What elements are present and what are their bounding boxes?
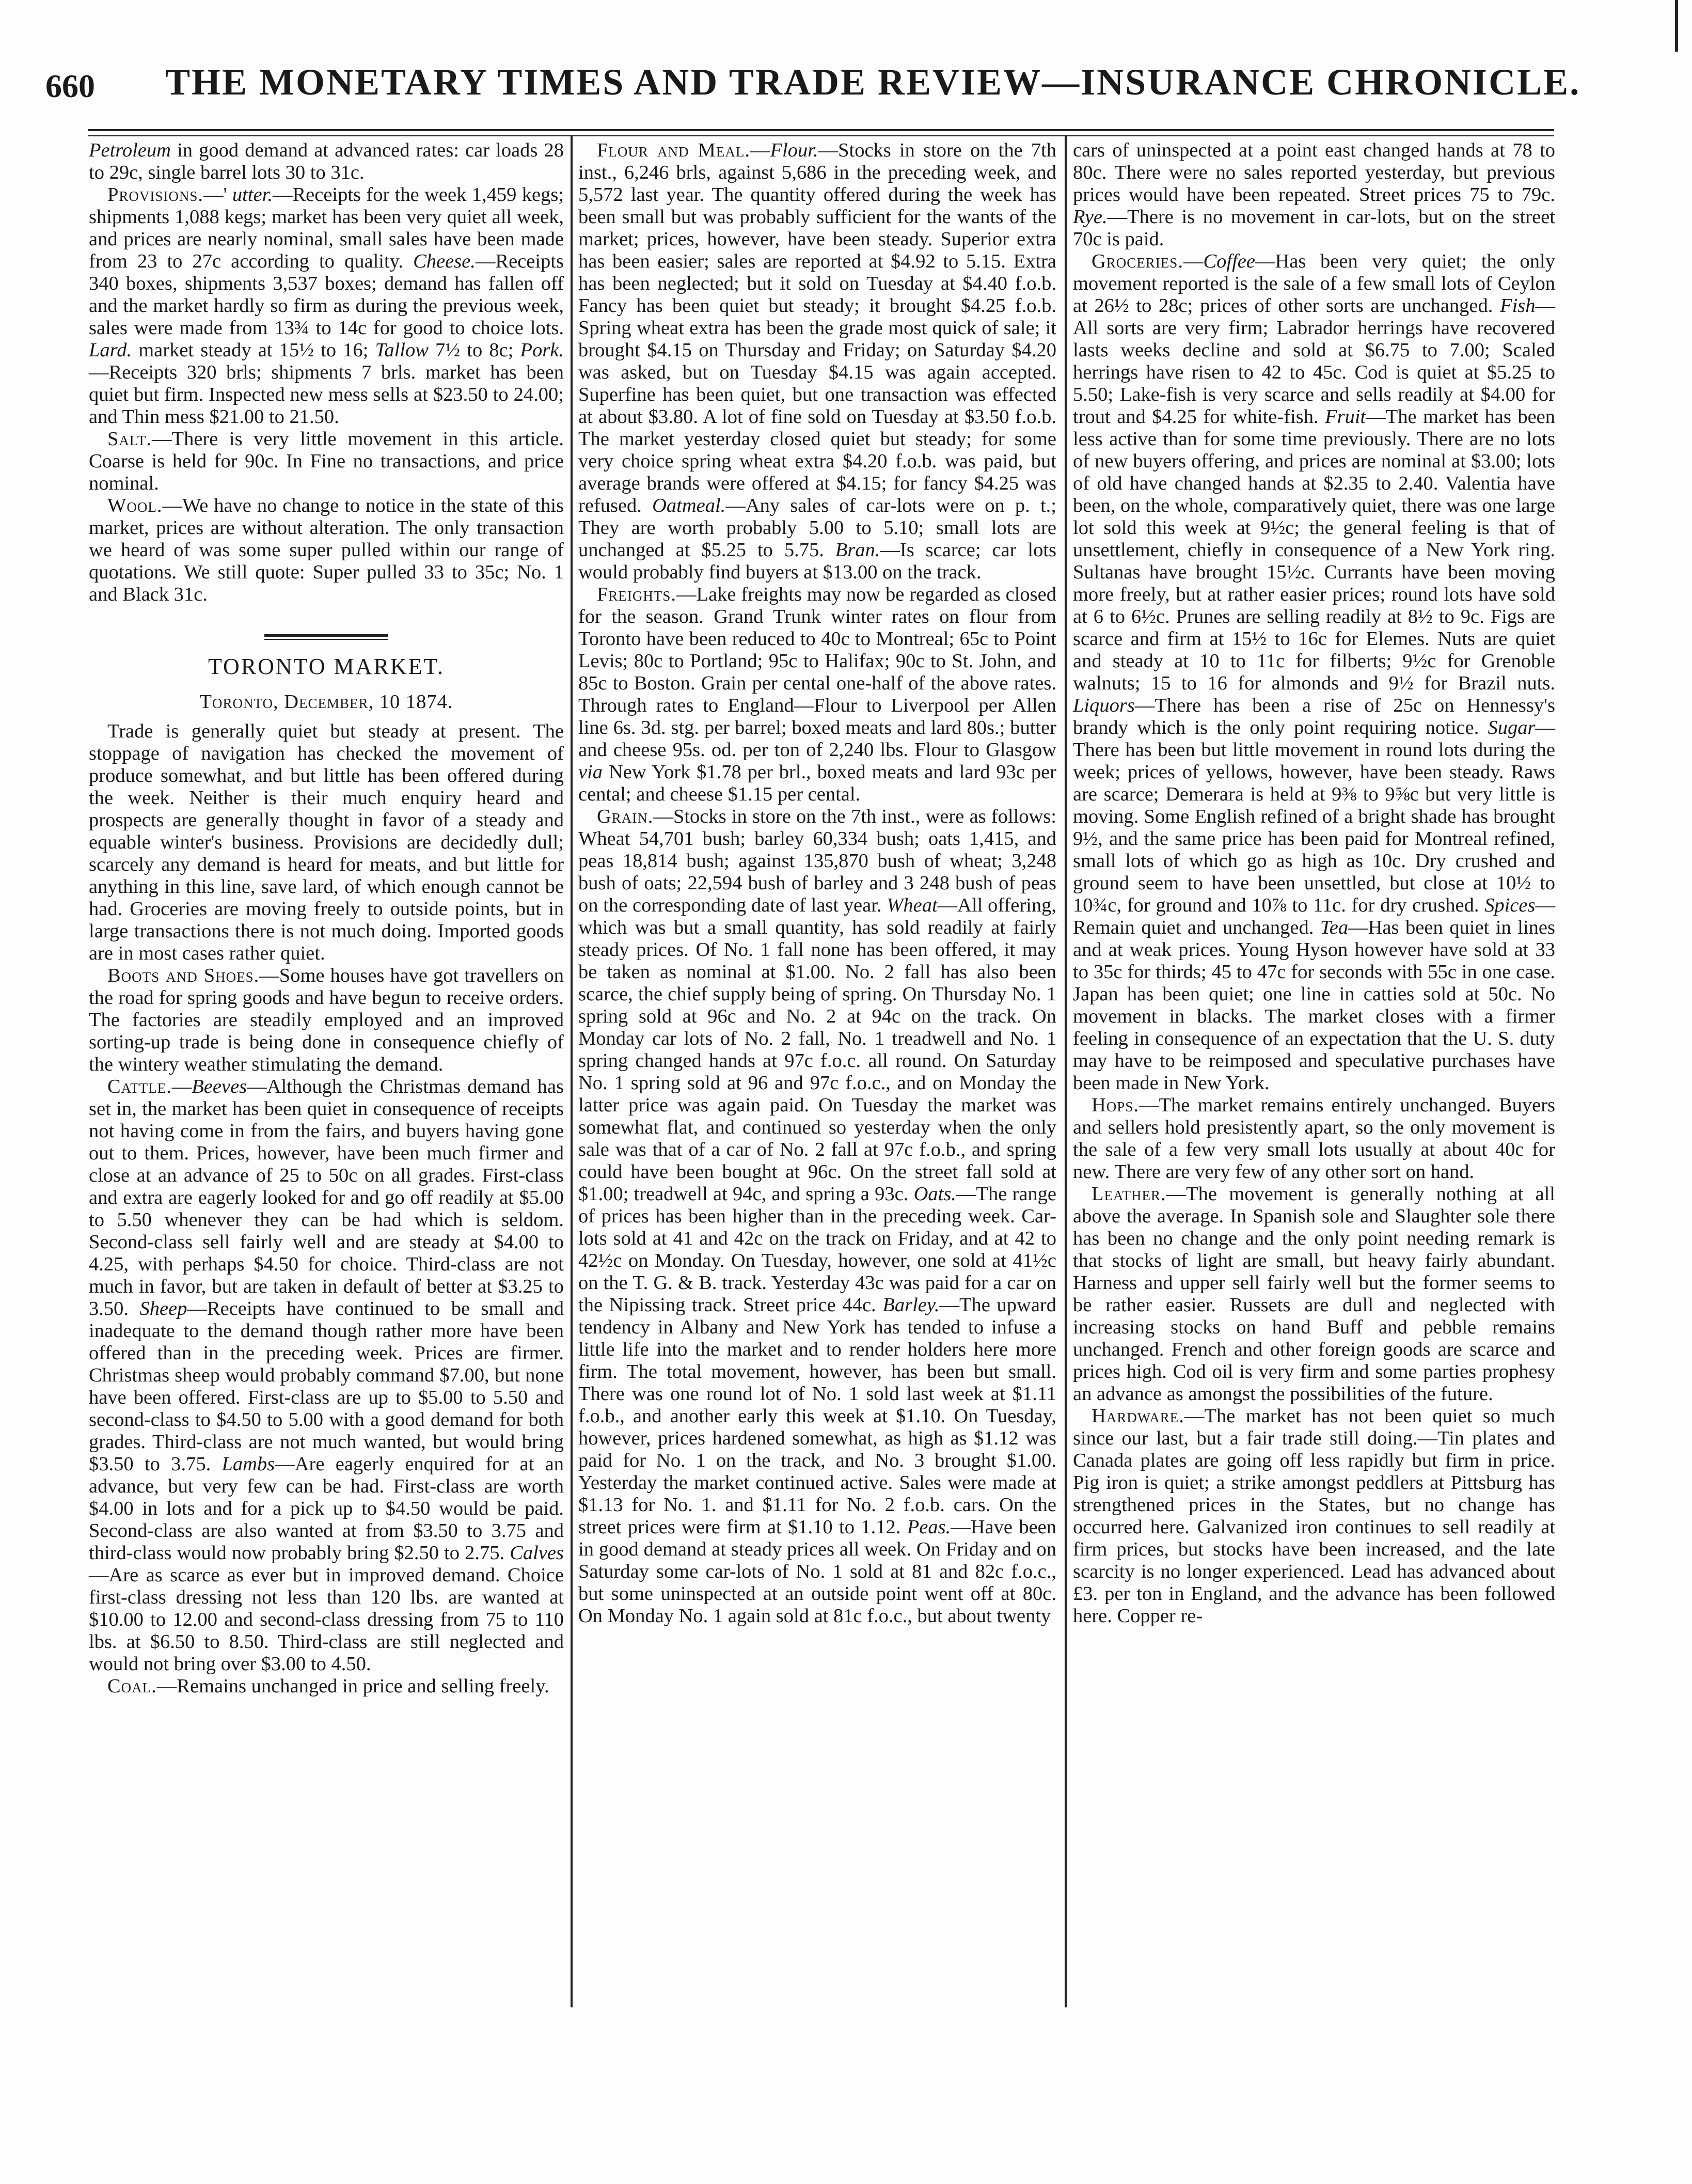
coal-paragraph: [89, 1675, 564, 1698]
section-term: Coffee: [1203, 250, 1255, 272]
paragraph-text: —Has been very quiet; the only movement reported is the sale of a few small lots of Ceylon at 26½ to 28c; prices of other sorts are unchanged.: [1073, 250, 1555, 317]
header-rule-thin: [88, 135, 1554, 136]
paragraph-text: —The market has been less active than for some time previously. There are no lots of new buyers offering, and prices are nominal at $3.00; lots of old have changed hands at $2.35 to 2.40. Valentia have been, on the whole, comparatively quiet, there was one large lot sold this week at 9½c; the general feeling is that of unsettlement, chiefly in consequence of a New York ring. Sultanas have brought 15½c. Currants have been moving more freely, but at rather easier prices; round lots have sold at 6 to 6½c. Prunes are selling readily at 8½ to 9c. Figs are scarce and firm at 15½ to 16c for Elemes. Nuts are quiet and steady at 10 to 11c for filberts; 9½c for Grenoble walnuts; 15 to 16 for almonds and 9½ for Brazil nuts.: [1073, 406, 1555, 694]
section-term: Pork.: [520, 339, 564, 361]
paragraph-text: —The upward tendency in Albany and New York has tended to infuse a little life into the market and to render holders here more firm. The total movement, however, has been but small. There was one round lot of No. 1 sold last week at $1.11 f.o.b., and another early this week at $1.10. On Tuesday, however, prices hardened somewhat, as high as $1.12 was paid for No. 1 on the track, and No. 3 brought $1.00. Yesterday the market continued active. Sales were made at $1.13 for No. 1. and $1.11 for No. 2 f.o.b. cars. On the street prices were firm at $1.10 to 1.12.: [578, 1294, 1056, 1538]
boots-paragraph: [89, 965, 564, 1076]
section-term: Tallow: [375, 339, 429, 361]
section-heading: Hardware.: [1092, 1405, 1184, 1427]
section-heading: Provisions.: [107, 184, 204, 206]
paragraph-text: —Receipts 320 brls; shipments 7 brls. market has been quiet but firm. Inspected new mess sells at $23.50 to 24.00; and Thin mess $21.00 to 21.50.: [89, 362, 564, 428]
freights-paragraph: [578, 584, 1056, 806]
paragraph-text: —Have been in good demand at steady prices all week. On Friday and on Saturday some car-lots of No. 1 sold at 81 and 82c f.o.c., but some uninspected at an outside point went off at 80c. On Monday No. 1 again sold at 81c f.o.c., but about twenty: [578, 1516, 1056, 1627]
dateline: Toronto, December, 10 1874.: [199, 691, 453, 713]
page-edge-mark: [1675, 0, 1678, 52]
section-term: Peas.: [907, 1516, 951, 1538]
column-1: [89, 139, 564, 1698]
paragraph-text: —The market remains entirely unchanged. Buyers and sellers hold presistently apart, so the only movement is the sale of a few very small lots usually at about 40c for new. There are very few of any other sort on hand.: [1073, 1094, 1555, 1183]
page-number: 660: [45, 68, 95, 104]
section-heading: Groceries.: [1092, 250, 1183, 272]
paragraph-text: —Although the Christmas demand has set in, the market has been quiet in consequence of receipts not having come in from the fairs, and buyers having gone out to them. Prices, however, have been much firmer and close at an advance of 25 to 50c on all grades. First-class and extra are eagerly looked for and go off readily at $5.00 to 5.50 whenever they can be had which is seldom. Second-class sell fairly well and are steady at $4.00 to 4.25, with perhaps $4.50 for choice. Third-class are not much in favor, but are taken in default of better at $3.25 to 3.50.: [89, 1076, 564, 1319]
groceries-paragraph: Groceries.—Coffee—Has been very quiet; the only movement reported is the sale of a few small lots of Ceylon at 26½ to 28c; prices of other sorts are unchanged. Fish—All sorts are very firm; Labrador herrings have recovered lasts weeks decline and sold at $6.75 to 7.00; Scaled herrings have risen to 42 to 45c. Cod is quiet at $5.25 to 5.50; Lake-fish is very scarce and sells readily at $4.00 for trout and $4.25 for white-fish. Fruit—The market has been less active than for some time previously. There are no lots of new buyers offering, and prices are nominal at $3.00; lots of old have changed hands at $2.35 to 2.40. Valentia have been, on the whole, comparatively quiet, there was one large lot sold this week at 9½c; the general feeling is that of unsettlement, chiefly in consequence of a New York ring. Sultanas have brought 15½c. Currants have been moving more freely, but at rather easier prices; round lots have sold at 6 to 6½c. Prunes are selling readily at 8½ to 9c. Figs are scarce and firm at 15½ to 16c for Elemes. Nuts are quiet and steady at 10 to 11c for filberts; 9½c for Grenoble walnuts; 15 to 16 for almonds and 9½ for Brazil nuts. Liquors—There has been a rise of 25c on Hennessy's brandy which is the only point requiring notice. Sugar—There has been but little movement in round lots during the week; prices of yellows, however, have been steady. Raws are scarce; Demerara is held at 9⅜ to 9⅝c but very little is moving. Some English refined of a bright shade has brought 9½, and the same price has been paid for Montreal refined, small lots of which go as high as 10c. Dry crushed and ground seem to have been unsettled, but close at 10½ to 10¾c, for ground and 10⅞ to 11c. for dry crushed. Spices—Remain quiet and unchanged. Tea—Has been quiet in lines and at weak prices. Young Hyson however have sold at 33 to 35c for thirds; 45 to 47c for seconds with 55c in one case. Japan has been quiet; one line in catties sold at 50c. No movement in blacks. The market closes with a firmer feeling in consequence of an expectation that the U. S. duty may have to be reimposed and speculative purchases have been made in New York.: [1073, 250, 1555, 1094]
section-term: Sheep: [139, 1298, 187, 1319]
section-term: Petroleum: [89, 139, 171, 161]
paragraph-text: —We have no change to notice in the state of this market, prices are without alteration. The only transaction we heard of was some super pulled within our range of quotations. We still quote: Super pulled 33 to 35c; No. 1 and Black 31c.: [89, 495, 564, 605]
paragraph-text: —Some houses have got travellers on the road for spring goods and have begun to receive orders. The factories are steadily employed and an improved sorting-up trade is being done in consequence chiefly of the wintery weather stimulating the demand.: [89, 965, 564, 1075]
paragraph-text: —There has been but little movement in round lots during the week; prices of yellows, however, have been steady. Raws are scarce; Demerara is held at 9⅜ to 9⅝c but very little is moving. Some English refined of a bright shade has brought 9½, and the same price has been paid for Montreal refined, small lots of which go as high as 10c. Dry crushed and ground seem to have been unsettled, but close at 10½ to 10¾c, for ground and 10⅞ to 11c. for dry crushed.: [1073, 717, 1555, 916]
column-divider: [1065, 135, 1067, 2007]
salt-paragraph: [89, 428, 564, 495]
section-heading: Coal.: [107, 1675, 157, 1697]
paragraph-text: in good demand at advanced rates: car loads 28 to 29c, single barrel lots 30 to 31c.: [89, 139, 564, 183]
hardware-paragraph: [1073, 1405, 1555, 1627]
paragraph-text: 7½ to 8c;: [428, 339, 520, 361]
paragraph-text: —Lake freights may now be regarded as closed for the season. Grand Trunk winter rates on flour from Toronto have been reduced to 40c to Montreal; 65c to Point Levis; 80c to Portland; 95c to Halifax; 90c to St. John, and 85c to Boston. Grain per cental one-half of the above rates. Through rates to England—Flour to Liverpool per Allen line 6s. 3d. stg. per barrel; boxed meats and lard 80s.; butter and cheese 95s. od. per ton of 2,240 lbs. Flour to Glasgow: [578, 584, 1056, 761]
section-term: Rye.: [1073, 206, 1108, 228]
paragraph-text: —Has been quiet in lines and at weak prices. Young Hyson however have sold at 33 to 35c for thirds; 45 to 47c for seconds with 55c in one case. Japan has been quiet; one line in catties sold at 50c. No movement in blacks. The market closes with a firmer feeling in consequence of an expectation that the U. S. duty may have to be reimposed and speculative purchases have been made in New York.: [1073, 917, 1555, 1094]
section-term: Oatmeal.: [652, 495, 726, 516]
section-term: Lard.: [89, 339, 132, 361]
paragraph-text: —Remains unchanged in price and selling freely.: [156, 1675, 549, 1697]
paragraph-text: —Stocks in store on the 7th inst., were as follows: Wheat 54,701 bush; barley 60,334 bush; oats 1,415, and peas 18,814 bush; against 135,870 bush of wheat; 3,248 bush of oats; 22,594 bush of barley and 3 248 bush of peas on the corresponding date of last year.: [578, 806, 1056, 916]
section-term: Cheese.: [413, 250, 476, 272]
paragraph-text: —Receipts have continued to be small and inadequate to the demand though rather more have been offered than in the preceding week. Prices are firmer. Christmas sheep would probably command $7.00, but none have been offered. First-class are up to $5.00 to 5.50 and second-class to $4.50 to 5.00 with a good demand for both grades. Third-class are not much wanted, but would bring $3.50 to 3.75.: [89, 1298, 564, 1475]
paragraph-text: —The movement is generally nothing at all above the average. In Spanish sole and Slaughter sole there has been no change and the only point needing remark is that stocks of light are small, but heavy fairly abundant. Harness and upper sell fairly well but the former seems to be rather easier. Russets are dull and neglected with increasing stocks on hand Buff and pebble remains unchanged. French and other foreign goods are scarce and prices high. Cod oil is very firm and some parties prophesy an advance as amongst the possibilities of the future.: [1073, 1183, 1555, 1405]
paragraph-text: —The range of prices has been higher than in the preceding week. Car-lots sold at 41 and 42c on the track on Friday, and at 42 to 42½c on Monday. On Tuesday, however, one sold at 41½c on the T. G. & B. track. Yesterday 43c was paid for a car on the Nipissing track. Street price 44c.: [578, 1183, 1057, 1316]
paragraph-text: —There is very little movement in this article. Coarse is held for 90c. In Fine no transactions, and price nominal.: [89, 428, 564, 494]
hops-paragraph: [1073, 1094, 1555, 1183]
market-report-title: TORONTO MARKET.: [208, 654, 445, 679]
section-heading: Boots and Shoes.: [107, 965, 260, 986]
wool-paragraph: [89, 495, 564, 606]
section-term: Wheat: [887, 894, 938, 916]
rye-paragraph: [1073, 139, 1555, 250]
masthead-title: THE MONETARY TIMES AND TRADE REVIEW—INSURANCE CHRONICLE.: [165, 61, 1581, 103]
section-term: Liquors: [1073, 695, 1135, 716]
section-term: Fruit: [1325, 406, 1366, 428]
paragraph-text: —There has been a rise of 25c on Hennessy's brandy which is the only point requiring notice.: [1073, 695, 1555, 739]
section-term: utter.: [232, 184, 273, 206]
section-heading: Hops.: [1092, 1094, 1139, 1116]
column-3: [1073, 139, 1555, 1627]
section-term: Barley.: [882, 1294, 940, 1316]
section-heading: Cattle.: [107, 1076, 172, 1097]
paragraph-text: —The market has not been quiet so much since our last, but a fair trade still doing.—Tin plates and Canada plates are going off less rapidly but firm in price. Pig iron is quiet; a strike amongst peddlers at Pittsburg has strengthened prices in the States, but no change has occurred here. Galvanized iron continues to sell readily at firm prices, but stocks have been increased, and the late scarcity is no longer experienced. Lead has advanced about £3. per ton in England, and the advance has been followed here. Copper re-: [1073, 1405, 1555, 1627]
paragraph-text: —There is no movement in car-lots, but on the street 70c is paid.: [1073, 206, 1555, 250]
paragraph-text: —All sorts are very firm; Labrador herrings have recovered lasts weeks decline and sold at $6.75 to 7.00; Scaled herrings have risen to 42 to 45c. Cod is quiet at $5.25 to 5.50; Lake-fish is very scarce and sells readily at $4.00 for trout and $4.25 for white-fish.: [1073, 295, 1555, 428]
section-term: Flour.: [770, 139, 818, 161]
section-term: Lambs: [222, 1453, 275, 1475]
paragraph-text: New York $1.78 per brl., boxed meats and lard 93c per cental; and cheese $1.15 per cental.: [578, 761, 1056, 805]
paragraph-text: —Receipts 340 boxes, shipments 3,537 boxes; demand has fallen off and the market hardly so firm as during the previous week, sales were made from 13¾ to 14c for good to choice lots.: [89, 250, 564, 339]
paragraph-text: —Are eagerly enquired for at an advance, but very few can be had. First-class are worth $4.00 in lots and for a pick up to $4.50 would be paid. Second-class are also wanted at from $3.50 to 3.75 and third-class would now probably bring $2.50 to 2.75.: [89, 1453, 564, 1564]
section-heading: Flour and Meal.: [597, 139, 751, 161]
paragraph-text: —All offering, which was but a small quantity, has sold readily at fairly steady prices. Of No. 1 fall none has been offered, it may be taken as nominal at $1.00. No. 2 fall has also been scarce, the chief supply being of spring. On Thursday No. 1 spring sold at 96c and No. 2 at 94c on the track. On Monday car lots of No. 2 fall, No. 1 treadwell and No. 1 spring changed hands at 97c f.o.c. all round. On Saturday No. 1 spring sold at 96 and 97c f.o.c., and on Monday the latter price was again paid. On Tuesday the market was somewhat flat, and continued so yesterday when the only sale was that of a car of No. 2 fall at 97c f.o.b., and spring could have been bought at 96c. On the street fall sold at $1.00; treadwell at 94c, and spring a 93c.: [578, 894, 1057, 1205]
section-term: Spices: [1484, 894, 1536, 916]
section-term: Beeves: [192, 1076, 247, 1097]
section-term: Sugar: [1488, 717, 1536, 739]
section-heading: Grain.: [597, 806, 654, 827]
section-heading: Salt.: [107, 428, 152, 450]
column-divider: [571, 135, 573, 2007]
column-2: [578, 139, 1056, 1627]
section-heading: Leather.: [1092, 1183, 1166, 1205]
flour-paragraph: Flour and Meal.—Flour.—Stocks in store on the 7th inst., 6,246 brls, against 5,686 in the preceding week, and 5,572 last year. The quantity offered during the week has been small but was probably sufficient for the wants of the market; prices, however, have been steady. Superior extra has been easier; sales are reported at $4.92 to 5.15. Extra has been neglected; but it sold on Tuesday at $4.40 f.o.b. Fancy has been quiet but steady; it brought $4.25 f.o.b. Spring wheat extra has been the grade most quick of sale; it brought $4.15 on Thursday and Friday; on Saturday $4.20 was asked, but on Tuesday $4.15 was again accepted. Superfine has been quiet, but one transaction was effected at about $3.80. A lot of fine sold on Tuesday at $3.50 f.o.b. The market yesterday closed quiet but steady; for some very choice spring wheat extra $4.20 f.o.b. was paid, but average brands were offered at $4.15; for fancy $4.25 was refused. Oatmeal.—Any sales of car-lots were on p. t.; They are worth probably 5.00 to 5.10; small lots are unchanged at $5.25 to 5.75. Bran.—Is scarce; car lots would probably find buyers at $13.00 on the track.: [578, 139, 1057, 583]
grain-paragraph: [578, 806, 1056, 1627]
paragraph-text: —Stocks in store on the 7th inst., 6,246 brls, against 5,686 in the preceding week, and 5,572 last year. The quantity offered during the week has been small but was probably sufficient for the wants of the market; prices, however, have been steady. Superior extra has been easier; sales are reported at $4.92 to 5.15. Extra has been neglected; but it sold on Tuesday at $4.40 f.o.b. Fancy has been quiet but steady; it brought $4.25 f.o.b. Spring wheat extra has been the grade most quick of sale; it brought $4.15 on Thursday and Friday; on Saturday $4.20 was asked, but on Tuesday $4.15 was again accepted. Superfine has been quiet, but one transaction was effected at about $3.80. A lot of fine sold on Tuesday at $3.50 f.o.b. The market yesterday closed quiet but steady; for some very choice spring wheat extra $4.20 f.o.b. was paid, but average brands were offered at $4.15; for fancy $4.25 was refused.: [578, 139, 1056, 516]
cattle-paragraph: Cattle.—Beeves—Although the Christmas demand has set in, the market has been quiet in consequence of receipts not having come in from the fairs, and buyers having gone out to them. Prices, however, have been much firmer and close at an advance of 25 to 50c on all grades. First-class and extra are eagerly looked for and go off readily at $5.00 to 5.50 whenever they can be had which is seldom. Second-class sell fairly well and are steady at $4.00 to 4.25, with perhaps $4.50 for choice. Third-class are not much in favor, but are taken in default of better at $3.25 to 3.50. Sheep—Receipts have continued to be small and inadequate to the demand though rather more have been offered than in the preceding week. Prices are firmer. Christmas sheep would probably command $7.00, but none have been offered. First-class are up to $5.00 to 5.50 and second-class to $4.50 to 5.00 with a good demand for both grades. Third-class are not much wanted, but would bring $3.50 to 3.75. Lambs—Are eagerly enquired for at an advance, but very few can be had. First-class are worth $4.00 in lots and for a pick up to $4.50 would be paid. Second-class are also wanted at from $3.50 to 3.75 and third-class would now probably bring $2.50 to 2.75. Calves—Are as scarce as ever but in improved demand. Choice first-class dressing not less than 120 lbs. are wanted at $10.00 to 12.00 and second-class dressing from 75 to 110 lbs. at $6.50 to 8.50. Third-class are still neglected and would not bring over $3.00 to 4.50.: [89, 1076, 564, 1675]
section-ornament: [264, 634, 388, 640]
paragraph-text: market steady at 15½ to 16;: [132, 339, 375, 361]
section-heading: Wool.: [107, 495, 163, 516]
petroleum-paragraph: [89, 139, 564, 184]
section-term: Bran.: [835, 539, 880, 561]
section-term: Tea: [1320, 917, 1349, 938]
paragraph-text: —Receipts for the week 1,459 kegs; shipments 1,088 kegs; market has been very quiet all week, and prices are nearly nominal, small sales have been made from 23 to 27c according to quality.: [89, 184, 564, 272]
provisions-paragraph: [89, 184, 564, 428]
paragraph-text: —Are as scarce as ever but in improved demand. Choice first-class dressing not less than 120 lbs. are wanted at $10.00 to 12.00 and second-class dressing from 75 to 110 lbs. at $6.50 to 8.50. Third-class are still neglected and would not bring over $3.00 to 4.50.: [89, 1564, 564, 1675]
intro-paragraph: Trade is generally quiet but steady at present. The stoppage of navigation has checked the movement of produce somewhat, and but little has been offered during the week. Neither is their much enquiry heard and prospects are generally thought in favor of a steady and equable winter's business. Provisions are decidedly dull; scarcely any demand is heard for meats, and but little for anything in this line, save lard, of which enough cannot be had. Groceries are moving freely to outside points, but in large transactions there is not much doing. Imported goods are in most cases rather quiet.: [89, 720, 564, 964]
section-heading: Freights.: [597, 584, 677, 605]
section-term: via: [578, 761, 603, 783]
section-term: Oats.: [913, 1183, 956, 1205]
section-term: Fish: [1500, 295, 1536, 317]
paragraph-text: —': [203, 184, 232, 206]
paragraph-text: cars of uninspected at a point east changed hands at 78 to 80c. There were no sales reported yesterday, but previous prices would have been repeated. Street prices 75 to 79c.: [1073, 139, 1555, 206]
paragraph-text: —Is scarce; car lots would probably find buyers at $13.00 on the track.: [578, 539, 1057, 583]
paragraph-text: —Remain quiet and unchanged.: [1073, 894, 1555, 938]
paragraph-text: —Any sales of car-lots were on p. t.; They are worth probably 5.00 to 5.10; small lots are unchanged at $5.25 to 5.75.: [578, 495, 1056, 561]
header-rule: [88, 129, 1554, 131]
section-term: Calves: [510, 1542, 564, 1564]
leather-paragraph: [1073, 1183, 1555, 1405]
